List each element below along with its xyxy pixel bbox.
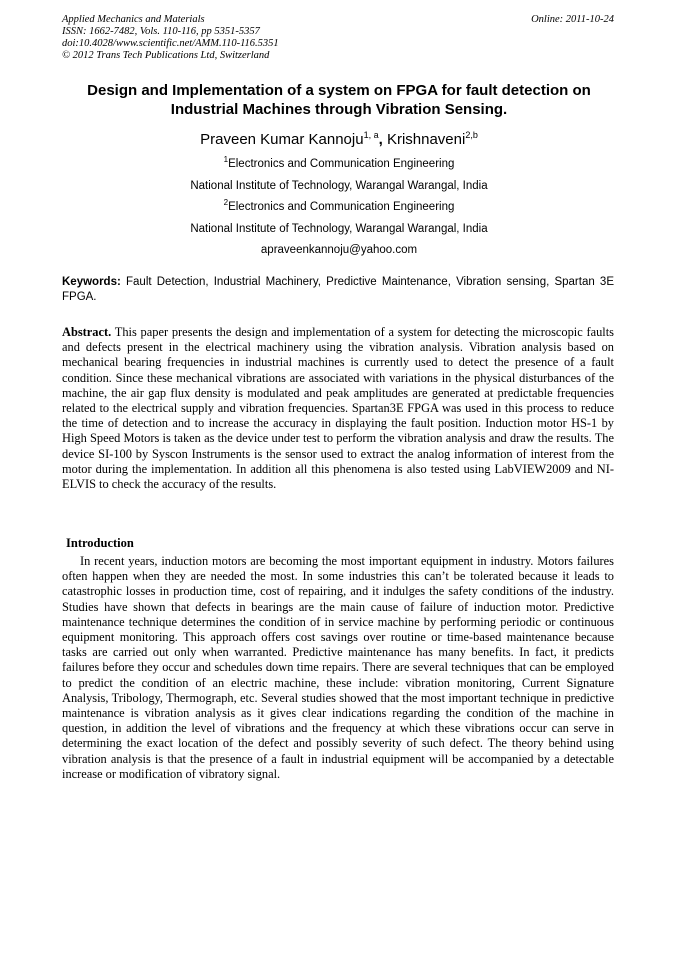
journal-header	[62, 14, 614, 62]
keywords-section	[62, 275, 614, 305]
journal-name: Applied Mechanics and Materials	[62, 14, 205, 25]
author-separator: ,	[378, 131, 387, 148]
author-line	[62, 131, 616, 149]
author-1-marker: 1, a	[363, 130, 379, 140]
affiliation-2-institute: National Institute of Technology, Warangal Warangal, India	[190, 222, 488, 235]
affiliation-2-dept: $^2$Electronics and Communication Engineering	[223, 198, 455, 213]
issn-line: ISSN: 1662-7482, Vols. 110-116, pp 5351-5357	[62, 26, 260, 37]
author-2-name: Krishnaveni	[386, 131, 466, 148]
keywords-text: Fault Detection, Industrial Machinery, Predictive Maintenance, Vibration sensing, Spartan 3E FPGA.	[62, 276, 615, 303]
abstract-text: This paper presents the design and implementation of a system for detecting the microscopic faults and defects present in the electrical machinery using the vibration analysis. Vibration analysis based on mechanical bearing frequencies in industrial machines is currently used to detect the presence of a fault condition. Since these mechanical vibrations are associated with variations in the physical disturbances of the machine, the air gap flux density is modulated and peak amplitudes are generated at predictable frequencies related to the electrical supply and vibration frequencies. Spartan3E FPGA was used in this process to reduce the time of detection and to increase the accuracy in displaying the fault position. Induction motor HS-1 by High Speed Motors is taken as the device under test to perform the vibration analysis and draw the results. The device SI-100 by Syscon Instruments is the sensor used to extract the analog information of interest from the motor during the implementation. In addition all this phenomena is also tested using LabVIEW2009 and NI-ELVIS to check the accuracy of the results.	[62, 325, 615, 492]
online-date: Online: 2011-10-24	[531, 14, 614, 25]
affiliation-1-dept: $^1$Electronics and Communication Engineering	[223, 155, 455, 170]
affiliation-2-marker: 2	[223, 198, 229, 208]
author-1-name: Praveen Kumar Kannoju	[200, 131, 364, 148]
author-2-marker: 2,b	[465, 130, 478, 140]
affiliations	[62, 154, 616, 262]
doi-line: doi:10.4028/www.scientific.net/AMM.110-116.5351	[62, 38, 279, 49]
introduction-paragraph: In recent years, induction motors are becoming the most important equipment in industry. Motors failures often happen when they are needed the most. In some industries this can’t be tolerated because it leads to catastrophic losses in production time, cost of repairing, and it indulges the safety conditions of the industry. Studies have shown that defects in bearings are the main cause of failure of induction motor. Predictive maintenance technique determines the condition of in service machine by performing periodic or continuous equipment monitoring. This approach offers cost savings over routine or time-based maintenance because tasks are carried out only when warranted. Predictive maintenance has many benefits. In fact, it predicts failures before they occur and schedules down time repairs. There are several techniques that can be employed to predict the condition of an electric machine, these include: vibration monitoring, Current Signature Analysis, Tribology, Thermograph, etc. Several studies showed that the most important technique in predictive maintenance is vibration analysis as it gives clear indications regarding the condition of the machine in question, in addition the level of vibrations and the frequency at which these vibrations occur can serve in determining the exact location of the defect and possibly severity of such defect. The theory behind using vibration analysis is that the presence of a fault in industrial equipment will be accompanied by a detectable increase or modification of vibratory signal.	[62, 554, 614, 781]
affiliation-1-marker: 1	[223, 155, 229, 165]
affiliation-1-institute: National Institute of Technology, Warangal Warangal, India	[190, 179, 488, 192]
section-heading-introduction: Introduction	[66, 536, 134, 550]
paper-title: Design and Implementation of a system on FPGA for fault detection on Industrial Machines through Vibration Sensing.	[87, 82, 591, 118]
abstract-section	[62, 325, 614, 492]
keywords-label: Keywords:	[62, 276, 121, 288]
abstract-label: Abstract.	[62, 325, 112, 339]
author-email: apraveenkannoju@yahoo.com	[260, 244, 418, 256]
copyright-line: © 2012 Trans Tech Publications Ltd, Switzerland	[62, 50, 270, 61]
